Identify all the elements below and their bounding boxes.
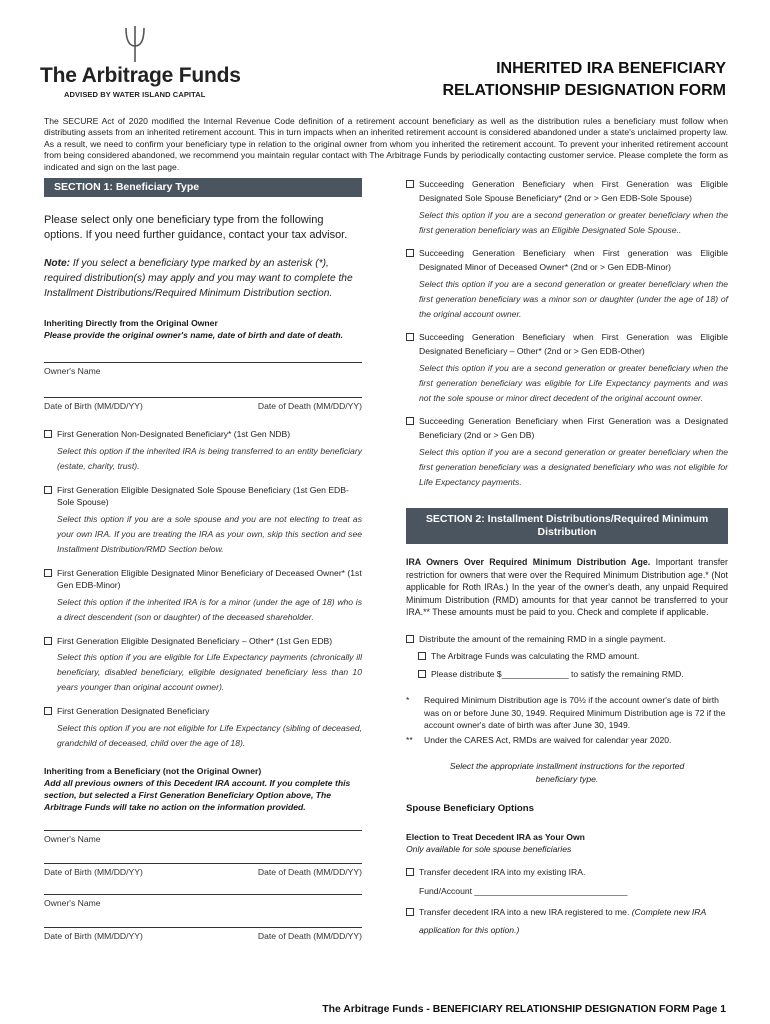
checkbox[interactable] — [406, 868, 414, 876]
option-label: First Generation Non-Designated Beneficiary* (1st Gen NDB) — [57, 429, 291, 439]
option-desc: Select this option if the inherited IRA is being transferred to an entity beneficiary (estate, charity, trust). — [57, 445, 362, 471]
checkbox[interactable] — [406, 417, 414, 425]
transfer-new-note: (Complete new IRA application for this option.) — [419, 907, 706, 936]
prev-owner1-dates-labels — [44, 867, 362, 877]
note-label: Note: — [44, 258, 71, 269]
checkbox[interactable] — [406, 249, 414, 257]
transfer-existing-option — [406, 866, 728, 879]
prev-owner2-dates-field[interactable] — [44, 908, 362, 928]
owner-name-label: Owner's Name — [44, 366, 101, 376]
option-label: First Generation Eligible Designated Sole Spouse Beneficiary (1st Gen EDB-Sole Spouse) — [57, 484, 349, 507]
option-1st-gen-db — [44, 705, 362, 751]
option-2nd-gen-edb-other — [406, 331, 728, 406]
footnote-1 — [406, 694, 728, 732]
prev-owner1-dates-field[interactable] — [44, 844, 362, 864]
footnote-text: Required Minimum Distribution age is 70½ if the account owner's date of birth was on or before June 30, 1949. Required Minimum Distribution age is 72 if the account owner's date of birth was after June 30, 1949. — [424, 695, 726, 731]
checkbox[interactable] — [418, 670, 426, 678]
from-beneficiary-subheading: Add all previous owners of this Decedent IRA account. If you complete this section, but selected a First Generation Beneficiary Option above, The Arbitrage Funds will take no action on the information provided. — [44, 777, 351, 812]
dod-label: Date of Death (MM/DD/YY) — [257, 866, 362, 877]
prev-owner2-dates-labels — [44, 931, 362, 941]
section1-column — [44, 178, 362, 941]
option-desc: Select this option if you are a second generation or greater beneficiary when the first generation beneficiary was a minor son or daughter (under the age of 18) of the original account owner. — [419, 279, 728, 319]
logo-name: The Arbitrage Funds — [40, 64, 241, 87]
section1-header: SECTION 1: Beneficiary Type — [44, 178, 362, 197]
option-1st-gen-ndb — [44, 428, 362, 474]
transfer-existing-label: Transfer decedent IRA into my existing IRA. — [419, 867, 586, 878]
fund-account-field[interactable]: Fund/Account ________________________________ — [419, 885, 628, 896]
rmd-bold: IRA Owners Over Required Minimum Distribution Age. — [406, 557, 651, 567]
section1-lead: Please select only one beneficiary type from the following options. If you need further guidance, contact your tax advisor. — [44, 214, 348, 241]
distribute-option — [406, 633, 728, 646]
option-1st-gen-edb-minor — [44, 567, 362, 625]
option-label: First Generation Designated Beneficiary — [57, 706, 210, 716]
prev-owner1-name-field[interactable] — [44, 813, 362, 831]
dod-label: Date of Death (MM/DD/YY) — [257, 930, 362, 941]
spouse-options-heading: Spouse Beneficiary Options — [406, 803, 534, 815]
checkbox[interactable] — [44, 569, 52, 577]
checkbox[interactable] — [44, 637, 52, 645]
dob-label: Date of Birth (MM/DD/YY) — [44, 930, 143, 941]
checkbox[interactable] — [406, 180, 414, 188]
option-2nd-gen-edb-sole-spouse — [406, 178, 728, 238]
election-subheading: Only available for sole spouse beneficiaries — [406, 844, 572, 855]
transfer-new-option — [406, 903, 728, 939]
option-desc: Select this option if the inherited IRA is for a minor (under the age of 18) who is a direct descendent (son or daughter) of the deceased shareholder. — [57, 596, 362, 622]
form-title-line2: RELATIONSHIP DESIGNATION FORM — [442, 82, 726, 99]
trident-logo-icon — [120, 22, 150, 64]
dob-label: Date of Birth (MM/DD/YY) — [44, 401, 143, 411]
owner-name-label: Owner's Name — [44, 833, 101, 844]
footnote-mark: ** — [406, 734, 413, 745]
calc-option — [406, 650, 728, 663]
option-label: Succeeding Generation Beneficiary when First Generation was Eligible Designated Beneficiary – Other* (2nd or > Gen EDB-Other) — [419, 332, 728, 356]
select-instructions: Select the appropriate installment instructions for the reported beneficiary type. — [449, 761, 685, 784]
checkbox[interactable] — [44, 486, 52, 494]
option-2nd-gen-edb-minor — [406, 247, 728, 322]
form-title — [442, 58, 726, 102]
right-column — [406, 178, 728, 939]
option-label: Succeeding Generation Beneficiary when First Generation was a Designated Beneficiary (2nd or > Gen DB) — [419, 416, 728, 440]
section2-title-line1: SECTION 2: Installment Distributions/Required Minimum — [425, 513, 709, 525]
owner-name-field[interactable] — [44, 341, 362, 363]
option-desc: Select this option if you are a second generation or greater beneficiary when the first generation beneficiary was eligible for Life Expectancy payments and was not the sole spouse or minor direct decedent of the original account owner. — [419, 363, 728, 403]
intro-paragraph: The SECURE Act of 2020 modified the Internal Revenue Code definition of a retirement account beneficiary as well as the distribution rules a beneficiary must follow when distributing assets from an inherited retirement account. This in turn impacts when an inherited retirement account is considered abandoned under a state's unclaimed property law. As a result, we need to confirm your beneficiary type in relation to the original owner from whom you inherited the retirement account. To prevent your inherited retirement account from being considered abandoned, we recommend you maintain regular contact with The Arbitrage Funds by periodically contacting customer service. Please complete the form as indicated and sign on the last page. — [44, 116, 728, 172]
option-1st-gen-edb-other — [44, 635, 362, 696]
option-label: First Generation Eligible Designated Minor Beneficiary of Deceased Owner* (1st Gen EDB-Minor) — [57, 567, 362, 590]
note-text: If you select a beneficiary type marked by an asterisk (*), required distribution(s) may apply and you may want to complete the Installment Distributions/Required Minimum Distribution section. — [44, 258, 353, 299]
checkbox[interactable] — [44, 430, 52, 438]
section2-header — [406, 508, 728, 544]
checkbox[interactable] — [406, 333, 414, 341]
section2-title-line2: Distribution — [537, 526, 597, 538]
direct-owner-heading: Inheriting Directly from the Original Owner — [44, 318, 218, 328]
owner-dates-labels — [44, 401, 362, 411]
distribute-label: Distribute the amount of the remaining RMD in a single payment. — [419, 633, 666, 644]
transfer-new-label: Transfer decedent IRA into a new IRA registered to me. — [419, 907, 630, 918]
option-desc: Select this option if you are not eligible for Life Expectancy (sibling of deceased, grandchild of deceased, child over the age of 18). — [57, 722, 362, 748]
dob-label: Date of Birth (MM/DD/YY) — [44, 866, 143, 877]
option-2nd-gen-db — [406, 415, 728, 490]
please-distribute-option — [406, 668, 728, 681]
owner-name-label: Owner's Name — [44, 897, 101, 908]
checkbox[interactable] — [418, 652, 426, 660]
prev-owner2-name-field[interactable] — [44, 877, 362, 895]
option-label: Succeeding Generation Beneficiary when First Generation was Eligible Designated Sole Spouse Beneficiary* (2nd or > Gen EDB-Sole Spouse) — [419, 179, 728, 203]
footnote-2 — [406, 734, 728, 747]
checkbox[interactable] — [406, 908, 414, 916]
direct-owner-subheading: Please provide the original owner's name, date of birth and date of death. — [44, 330, 344, 340]
logo-subtitle: ADVISED BY WATER ISLAND CAPITAL — [64, 90, 206, 99]
election-heading: Election to Treat Decedent IRA as Your Own — [406, 832, 585, 843]
dod-label: Date of Death (MM/DD/YY) — [257, 401, 362, 411]
footnote-text: Under the CARES Act, RMDs are waived for calendar year 2020. — [424, 734, 672, 745]
form-title-line1: INHERITED IRA BENEFICIARY — [496, 60, 726, 77]
section1-note — [44, 256, 362, 301]
calc-label: The Arbitrage Funds was calculating the RMD amount. — [431, 651, 640, 662]
option-label: First Generation Eligible Designated Beneficiary – Other* (1st Gen EDB) — [57, 635, 333, 646]
checkbox[interactable] — [406, 635, 414, 643]
option-1st-gen-edb-sole-spouse — [44, 484, 362, 557]
please-distribute-label: Please distribute $______________ to satisfy the remaining RMD. — [431, 668, 684, 679]
from-beneficiary-heading: Inheriting from a Beneficiary (not the Original Owner) — [44, 765, 262, 776]
owner-dates-field[interactable] — [44, 376, 362, 398]
option-desc: Select this option if you are a second generation or greater beneficiary when the first generation beneficiary was an Eligible Designated Sole Spouse.. — [419, 210, 728, 235]
rmd-paragraph — [406, 556, 728, 619]
option-label: Succeeding Generation Beneficiary when First generation was Eligible Designated Minor of Deceased Owner* (2nd or > Gen EDB-Minor) — [419, 248, 728, 272]
checkbox[interactable] — [44, 707, 52, 715]
rmd-text: Important transfer restriction for owners that were over the Required Minimum Distribution age.* (Not applicable for Roth IRAs.) In the year of the owner's death, any unpaid Required Minimum Distribution (RMD) amounts for that year cannot be transferred to your IRA.** These amounts must be paid to you. Check and complete if applicable. — [406, 557, 728, 618]
page-footer: The Arbitrage Funds - BENEFICIARY RELATIONSHIP DESIGNATION FORM Page 1 — [322, 1004, 726, 1015]
option-desc: Select this option if you are eligible for Life Expectancy payments (chronically ill beneficiary, disabled beneficiary, eligible designated beneficiary less than 10 years younger than original account owner). — [57, 652, 362, 692]
footnote-mark: * — [406, 695, 410, 706]
option-desc: Select this option if you are a sole spouse and you are not electing to treat as your own IRA. If you are treating the IRA as your own, skip this section and see Installment Distribution/RMD Section below. — [57, 513, 362, 554]
option-desc: Select this option if you are a second generation or greater beneficiary when the first generation beneficiary was a designated beneficiary who was not eligible for Life Expectancy payments. — [419, 447, 728, 487]
